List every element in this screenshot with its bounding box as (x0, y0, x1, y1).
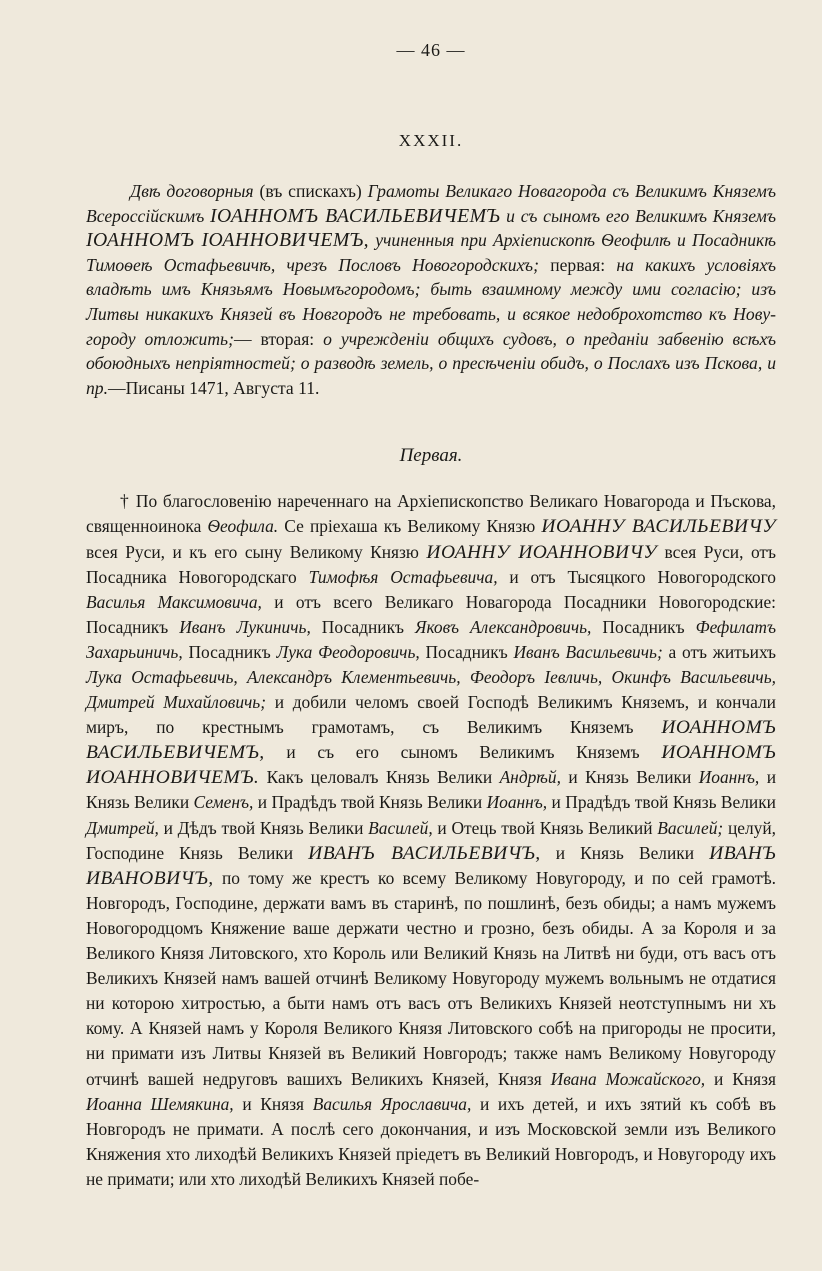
abstract-segment: Грамоты Великаго Новагорода съ Великимъ Княземъ Всероссійскимъ (86, 181, 776, 226)
body-segment: Фефилатъ Захарьиничь, (86, 616, 777, 662)
body-segment: и добили челомъ своей Господѣ Великимъ Княземъ, и кончали миръ, по крестнымъ грамотамъ, съ Великимъ Княземъ (86, 692, 776, 738)
body-segment: Лука Остафьевичь, Александръ Клементьевичь, Феодоръ Іевличь, Окинфъ Васильевичь, Дмитрей Михайловичь; (86, 667, 776, 713)
abstract-segment: — вторая: (233, 328, 324, 349)
body-segment: Василья Ярославича, (312, 1093, 472, 1114)
body-segment: Иоаннъ, (486, 792, 548, 813)
body-segment: † По благословенію нареченнаго на Архіепископство Великаго Новагорода и Пъскова, священноинока (86, 491, 776, 537)
body-segment: Иоанна Шемякина, (86, 1093, 234, 1114)
body-segment: Ивана Можайского, (550, 1068, 706, 1089)
subheading: Первая. (399, 445, 463, 467)
body-segment: Посадникъ (310, 616, 416, 637)
body-segment: ИОАННУ ИОАННОВИЧУ (426, 541, 657, 563)
body-segment: Андрѣй, (499, 767, 561, 788)
body-segment: ИОАННОМЪ ВАСИЛЬЕВИЧЕМЪ, (86, 717, 776, 764)
body-segment: Тимофѣя Остафьевича, (308, 566, 498, 587)
body-segment: Посадникъ (419, 641, 514, 662)
body-segment: Василья Максимовича, (86, 591, 262, 612)
body-segment: всея Руси, и къ его сыну Великому Князю (86, 541, 427, 562)
abstract-segment: —Писаны 1471, Августа 11. (108, 377, 320, 398)
body-segment: Иванъ Васильевичь; (513, 641, 663, 662)
body-segment: и отъ всего Великаго Новагорода Посадники Новогородские: Посадникъ (86, 591, 776, 637)
body-segment: Лука Феодоровичь, (276, 641, 420, 662)
body-segment: Василей, (368, 817, 433, 838)
body-segment: ИОАННОМЪ ИОАННОВИЧЕМЪ. (86, 742, 776, 789)
page-number: — 46 — (396, 40, 466, 60)
body-segment: Яковъ Александровичь, (415, 616, 592, 637)
body-segment: Посадникъ (591, 616, 696, 637)
body-segment: и Князя (233, 1093, 313, 1114)
abstract-segment: ІОАННОМЪ ІОАННОВИЧЕМЪ, (86, 229, 370, 252)
body-text (86, 489, 776, 1192)
body-segment: ИОАННУ ВАСИЛЬЕВИЧУ (541, 516, 776, 538)
document-abstract (86, 179, 776, 400)
abstract-segment: учиненныя при Архіепископѣ Ѳеофилѣ и Посадникѣ Тимоѳеѣ Остафьевичѣ, чрезъ Пословъ Новогородскихъ; (86, 230, 777, 275)
body-segment: и Князь Велики (86, 767, 777, 813)
body-segment: по тому же крестъ ко всему Великому Новугороду, и по сей грамотѣ. Новгородъ, Господине, держати вамъ въ старинѣ, по пошлинѣ, безъ обиды; а намъ мужемъ Новогородцомъ Княжение ваше держати честно и грозно, безъ обиды. А за Короля и за Великого Князя Литовского, хто Король или Великий Князь на Литвѣ ни буди, отъ васъ отъ Великихъ Князей намъ вашей отчинѣ Великому Новугороду мужемъ вольнымъ не отдатися ни которою хитростью, а быти намъ отъ васъ отъ Великихъ Князей неотступнымъ ни хъ кому. А Князей намъ у Короля Великого Князя Литовского собѣ на пригороды не просити, ни примати изъ Литвы Князей въ Великий Новгородъ; также намъ Великому Новугороду отчинѣ вашей недруговъ вашихъ Великихъ Князей, Князя (86, 867, 776, 1089)
abstract-segment: на какихъ условіяхъ владѣть имъ Князьямъ Новымъгородомъ; быть взаимному между ими согласію; изъ Литвы никакихъ Князей въ Новгородъ не требовать, и всякое недоброхотство къ Нову-городу отложить; (86, 254, 777, 349)
body-segment: всея Руси, отъ Посадника Новогородскаго (86, 541, 777, 587)
body-segment: Дмитрей, (86, 817, 159, 838)
abstract-segment: (въ спискахъ) (253, 181, 368, 201)
body-segment: и Князя (705, 1068, 776, 1089)
body-segment: и Князь Велики (560, 767, 699, 788)
body-segment: ИВАНЪ ВАСИЛЬЕВИЧЪ, (308, 842, 541, 864)
body-segment: ИВАНЪ ИВАНОВИЧЪ, (86, 842, 776, 889)
section-title: XXXII. (398, 131, 464, 150)
body-segment: и Прадѣдъ твой Князь Велики (547, 792, 776, 813)
body-segment: и Дѣдъ твой Князь Велики (158, 817, 369, 838)
body-segment: Иванъ Лукиничь, (179, 616, 311, 637)
body-segment: и отъ Тысяцкого Новогородского (497, 566, 776, 587)
body-segment: и ихъ детей, и ихъ зятий къ собѣ въ Новгородъ не примати. А послѣ сего докончания, и изъ Московской земли изъ Великого Княжения хто лиходѣй Великихъ Князей пріедетъ въ Великий Новгородъ, и Новугороду ихъ не примати; или хто лиходѣй Великихъ Князей побе- (86, 1093, 777, 1189)
body-segment: Какъ целовалъ Князь Велики (259, 767, 500, 788)
abstract-segment: и съ сыномъ его Великимъ Княземъ (500, 205, 776, 226)
abstract-segment: о учрежденіи общихъ судовъ, о преданіи забвенію всѣхъ обоюдныхъ непріятностей; о разводѣ земель, о пресѣченіи обидъ, о Послахъ изъ Пскова, и пр. (86, 328, 776, 398)
body-segment: Семенъ, (193, 792, 254, 813)
body-segment: Посадникъ (182, 641, 277, 662)
body-segment: Ѳеофила. (207, 516, 279, 537)
abstract-segment: первая: (538, 254, 617, 275)
abstract-segment: Двѣ договорныя (130, 181, 254, 201)
body-segment: Василей; (657, 817, 724, 838)
body-segment: и съ его сыномъ Великимъ Княземъ (264, 742, 662, 763)
abstract-segment: ІОАННОМЪ ВАСИЛЬЕВИЧЕМЪ (209, 204, 501, 227)
body-segment: а отъ житьихъ (662, 641, 776, 662)
body-segment: целуй, Господине Князь Велики (86, 817, 777, 863)
body-segment: и Отець твой Князь Великий (432, 817, 658, 838)
body-segment: и Прадѣдъ твой Князь Велики (253, 792, 487, 813)
body-segment: Се пріехаша къ Великому Князю (278, 516, 542, 537)
body-segment: и Князь Велики (540, 842, 710, 863)
body-segment: Иоаннъ, (698, 767, 760, 788)
